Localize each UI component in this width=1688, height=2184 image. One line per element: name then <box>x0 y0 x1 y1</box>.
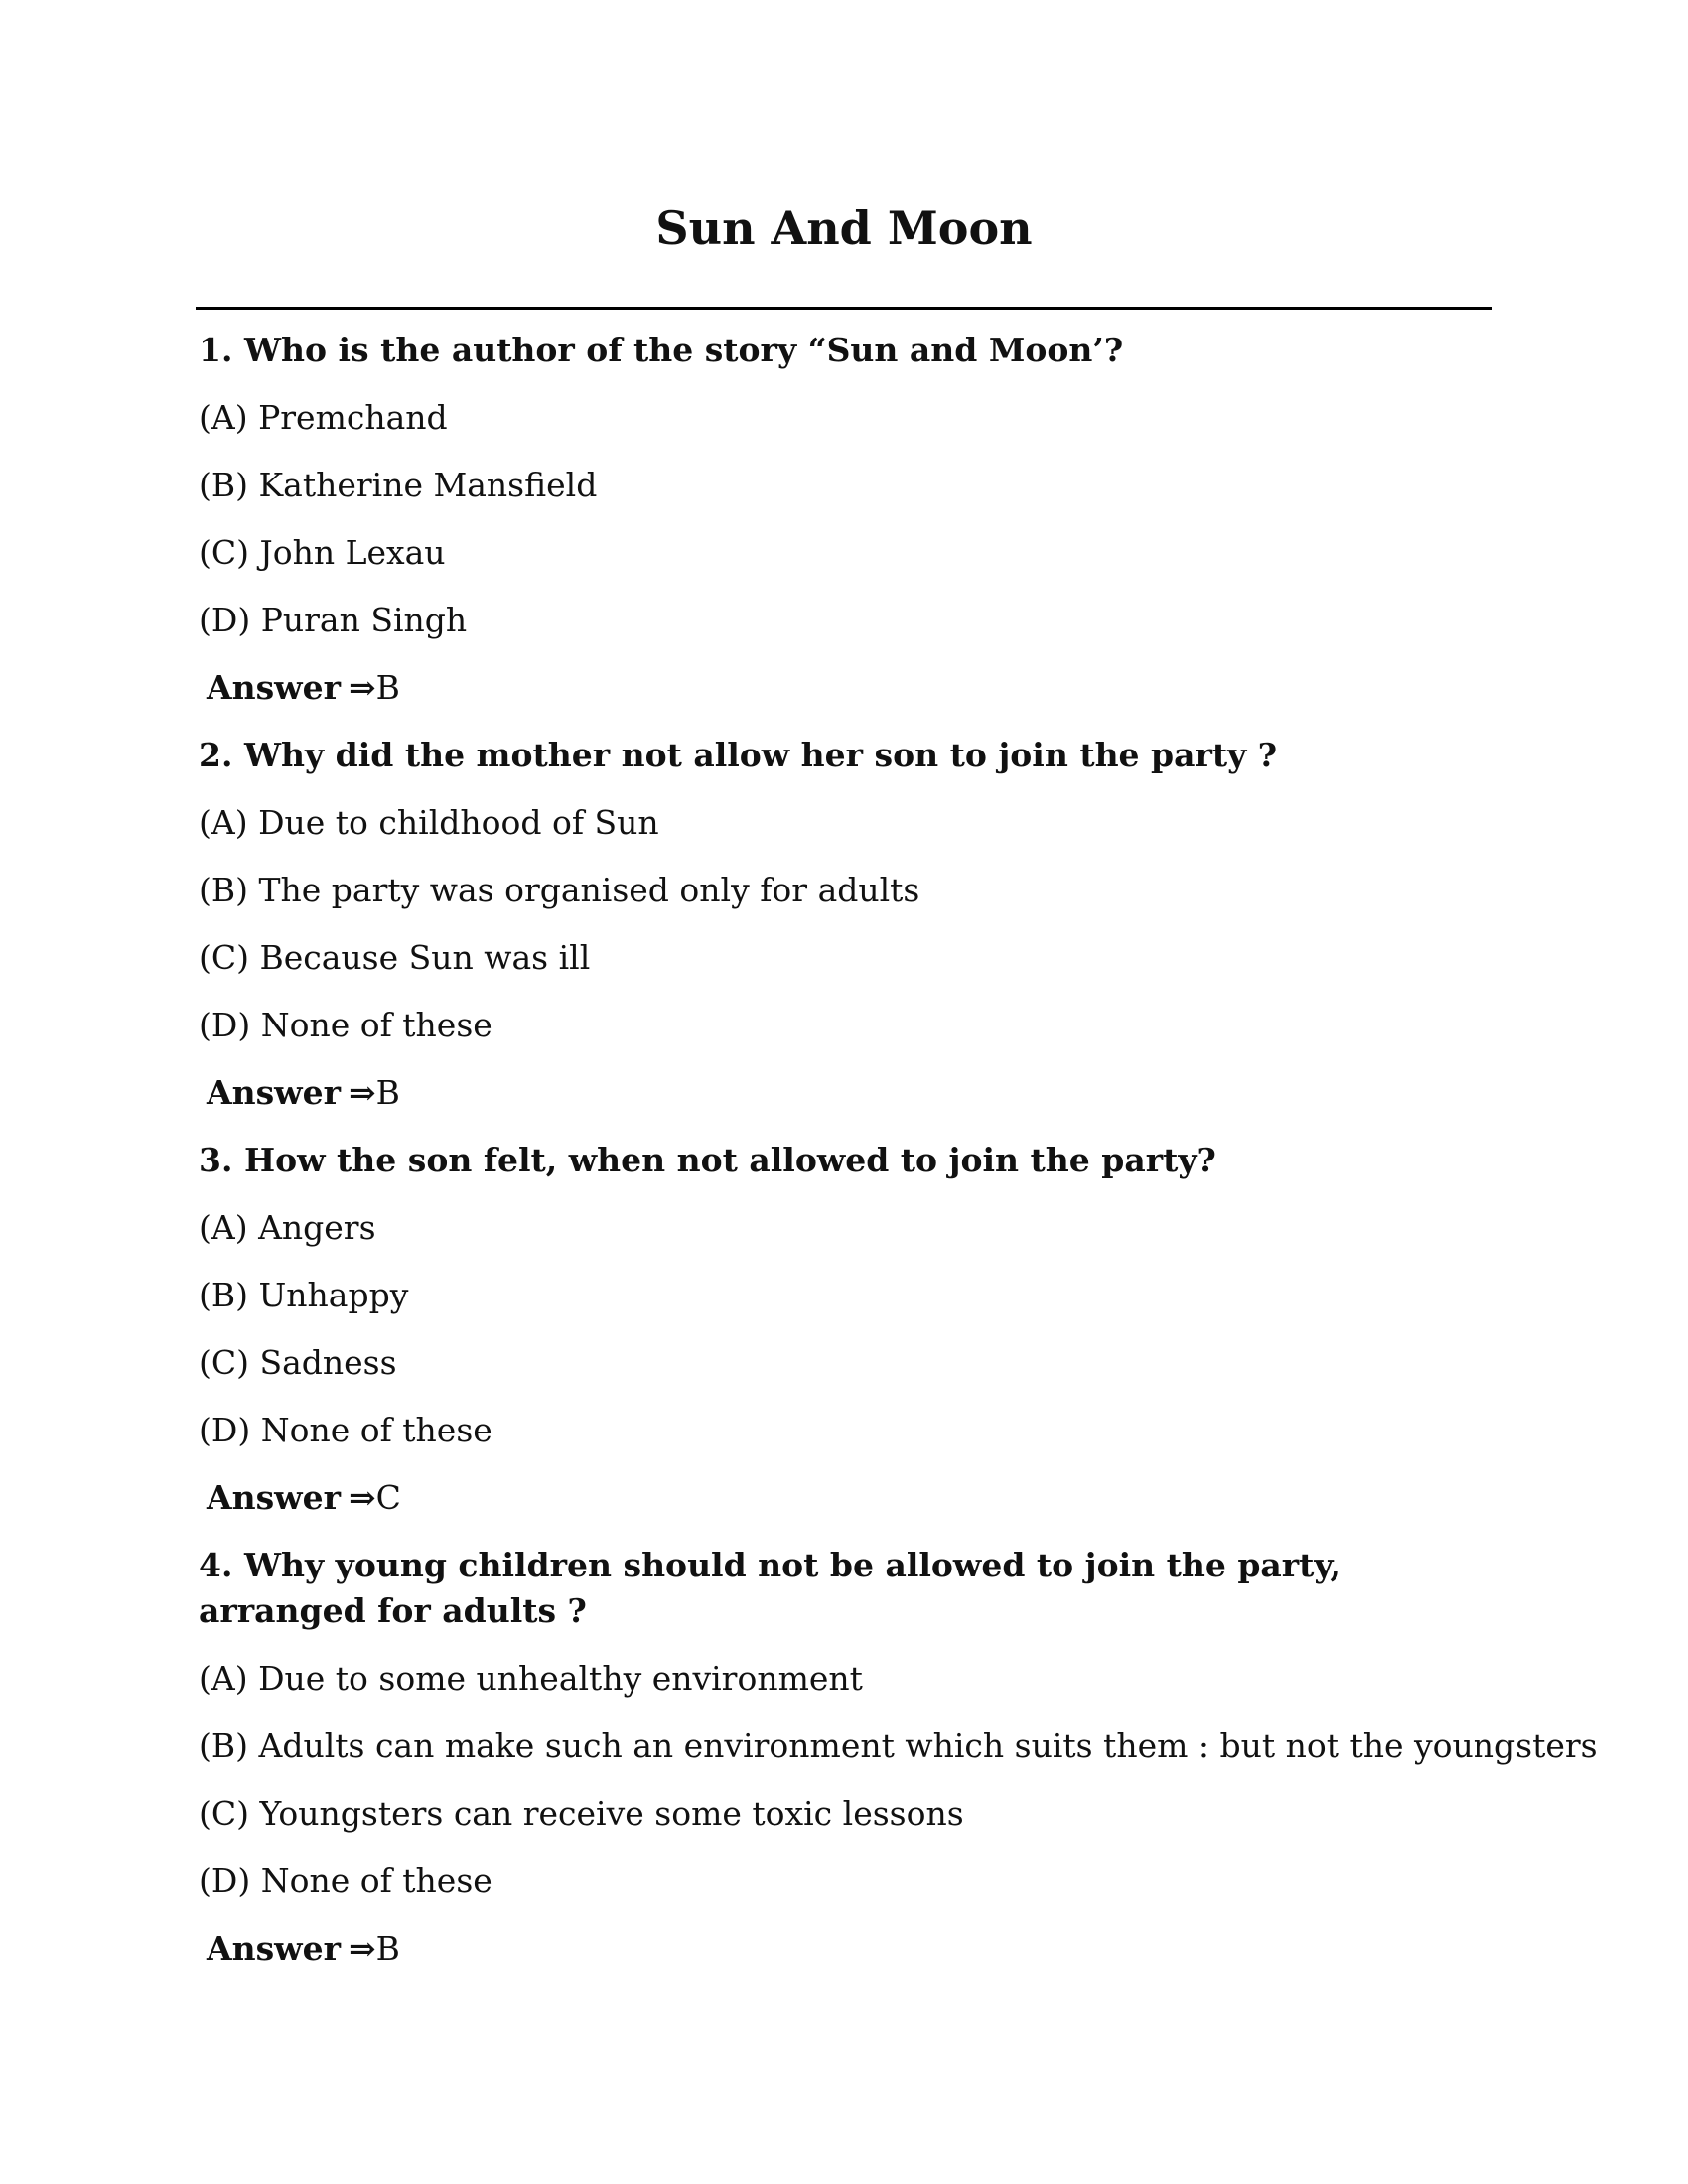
answer-line <box>207 1475 1499 1521</box>
answer-line <box>207 665 1499 711</box>
answer-line <box>207 1926 1499 1972</box>
option-c: (C) Youngsters can receive some toxic lessons <box>199 1794 964 1833</box>
option-c: (C) John Lexau <box>199 533 446 572</box>
question-text: 2. Why did the mother not allow her son to join the party ? <box>199 736 1278 774</box>
option-a: (A) Due to childhood of Sun <box>199 803 659 842</box>
option-c: (C) Because Sun was ill <box>199 938 591 977</box>
option-b: (B) Katherine Mansfield <box>199 466 598 504</box>
answer-value: B <box>375 1929 400 1968</box>
answer-arrow-icon: ⇒ <box>348 1478 376 1517</box>
option-a: (A) Premchand <box>199 398 448 437</box>
page-title: Sun And Moon <box>655 202 1033 255</box>
question-block-2 <box>199 733 1499 1116</box>
option-d: (D) Puran Singh <box>199 601 468 639</box>
option-b: (B) The party was organised only for adults <box>199 871 920 909</box>
answer-line <box>207 1070 1499 1116</box>
question-text: 4. Why young children should not be allowed to join the party, arranged for adults ? <box>199 1546 1341 1630</box>
answer-label: Answer <box>207 1929 341 1968</box>
question-block-3 <box>199 1138 1499 1521</box>
question-block-1 <box>199 328 1499 711</box>
question-text: 3. How the son felt, when not allowed to join the party? <box>199 1141 1216 1179</box>
option-b: (B) Adults can make such an environment which suits them : but not the youngsters <box>199 1726 1598 1765</box>
title-divider <box>196 307 1492 310</box>
option-b: (B) Unhappy <box>199 1276 409 1314</box>
answer-arrow-icon: ⇒ <box>348 1073 376 1112</box>
option-c: (C) Sadness <box>199 1343 397 1382</box>
answer-label: Answer <box>207 1073 341 1112</box>
question-block-4 <box>199 1543 1598 1972</box>
option-a: (A) Angers <box>199 1208 376 1247</box>
answer-label: Answer <box>207 668 341 707</box>
answer-arrow-icon: ⇒ <box>348 668 376 707</box>
answer-value: B <box>375 1073 400 1112</box>
answer-value: B <box>375 668 400 707</box>
answer-label: Answer <box>207 1478 341 1517</box>
option-d: (D) None of these <box>199 1006 492 1044</box>
question-text: 1. Who is the author of the story “Sun and Moon’? <box>199 331 1124 369</box>
question-list <box>199 328 1598 1993</box>
answer-value: C <box>375 1478 401 1517</box>
answer-arrow-icon: ⇒ <box>348 1929 376 1968</box>
option-d: (D) None of these <box>199 1411 492 1449</box>
option-a: (A) Due to some unhealthy environment <box>199 1659 863 1698</box>
option-d: (D) None of these <box>199 1861 492 1900</box>
